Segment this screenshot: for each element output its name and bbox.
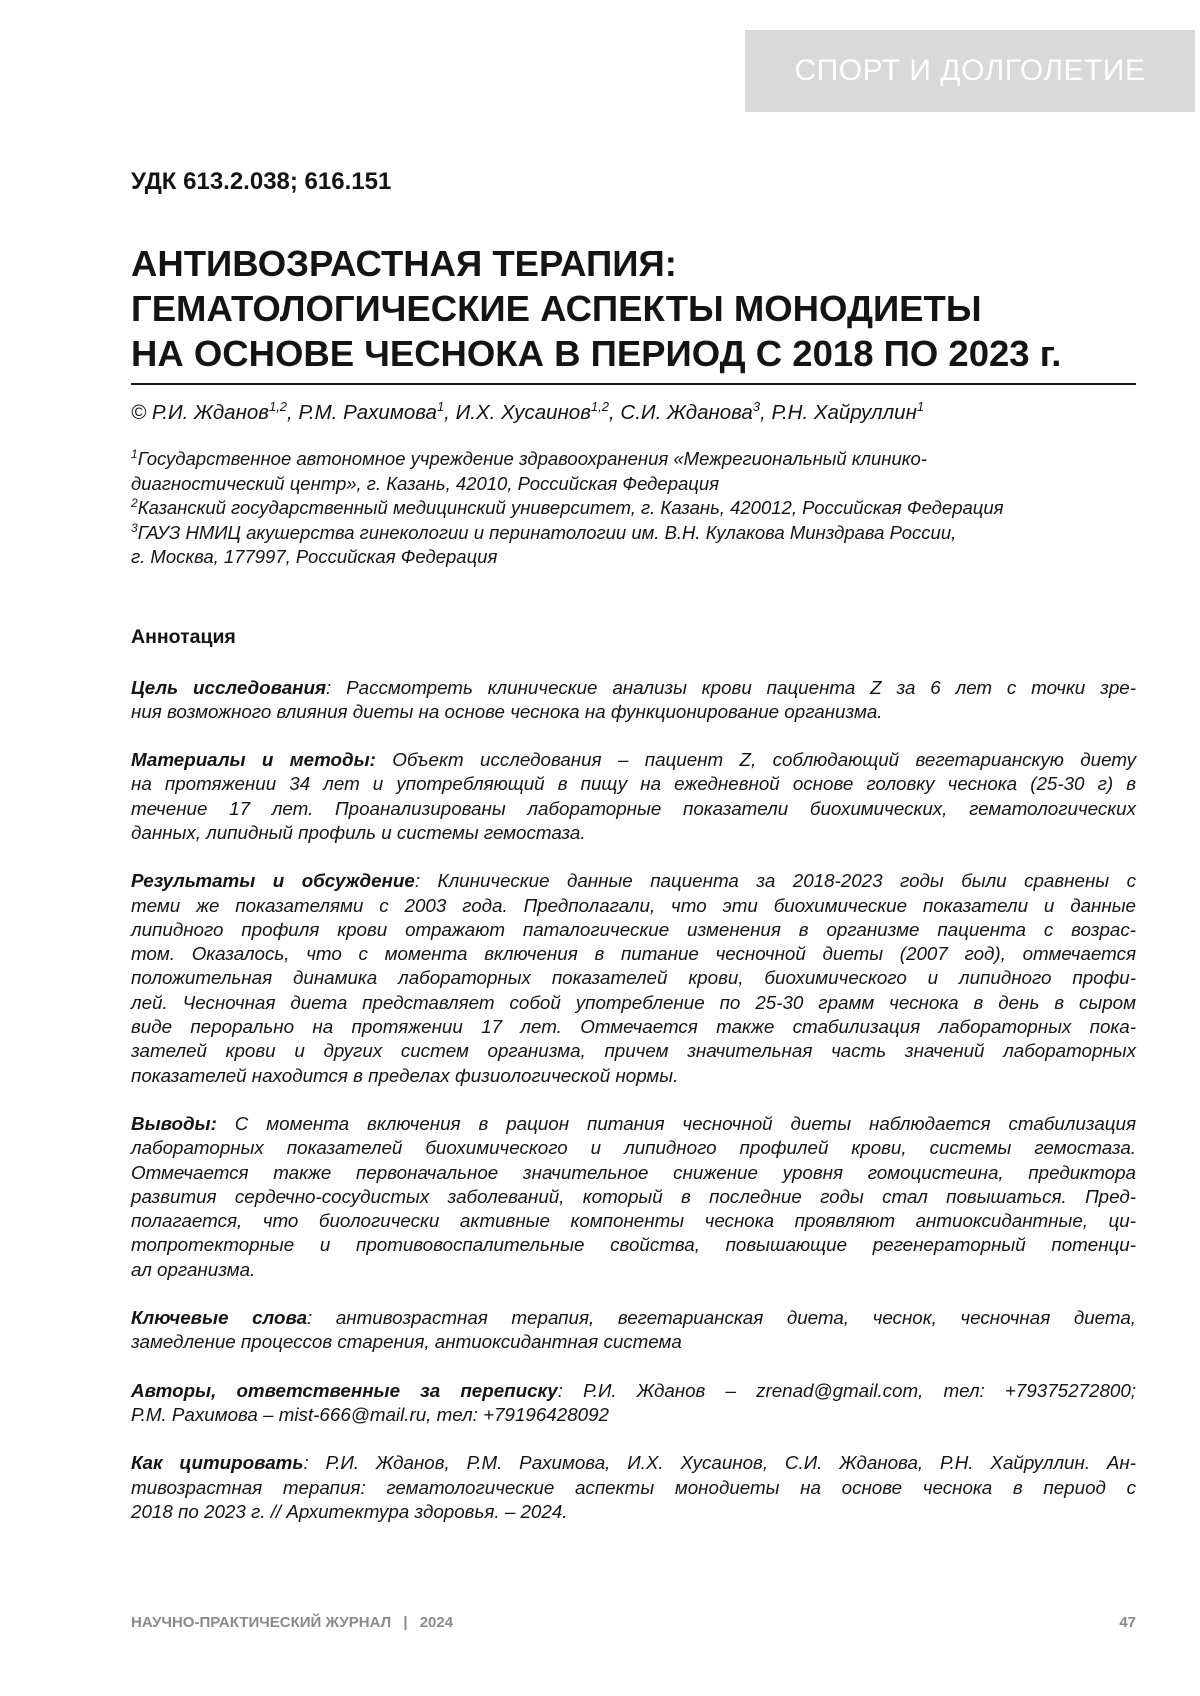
affiliation-number: 2 bbox=[131, 496, 138, 510]
abstract-heading: Аннотация bbox=[131, 626, 1136, 650]
paragraph-line: данных, липидный профиль и системы гемостаза. bbox=[131, 821, 1136, 845]
paragraph-line: тивозрастная терапия: гематологические аспекты монодиеты на основе чеснока в период с bbox=[131, 1476, 1136, 1500]
author-affiliation-mark: 1,2 bbox=[269, 399, 287, 414]
abstract-aim bbox=[131, 676, 1136, 725]
title-line: НА ОСНОВЕ ЧЕСНОКА В ПЕРИОД С 2018 ПО 2023 г. bbox=[131, 331, 1136, 376]
section-title: СПОРТ И ДОЛГОЛЕТИЕ bbox=[795, 54, 1146, 88]
article bbox=[131, 168, 1136, 1524]
section-label: Как цитировать bbox=[131, 1452, 304, 1473]
paragraph-line: липидного профиля крови отражают паталогические изменения в организме пациента с возрас- bbox=[131, 918, 1136, 942]
author-affiliation-mark: 1,2 bbox=[591, 399, 609, 414]
author-name: Р.М. Рахимова bbox=[298, 401, 436, 424]
paragraph-line: Цель исследования: Рассмотреть клинические анализы крови пациента Z за 6 лет с точки зре- bbox=[131, 676, 1136, 700]
paragraph-line: Р.М. Рахимова – mist-666@mail.ru, тел: +79196428092 bbox=[131, 1403, 1136, 1427]
affiliation-line bbox=[131, 472, 1136, 497]
section-label: Выводы: bbox=[131, 1113, 217, 1134]
affiliation-number: 3 bbox=[131, 520, 138, 534]
affiliation-text: Казанский государственный медицинский университет, г. Казань, 420012, Российская Федерация bbox=[138, 497, 1004, 518]
affiliation-text: г. Москва, 177997, Российская Федерация bbox=[131, 546, 497, 567]
paragraph-line: ал организма. bbox=[131, 1258, 1136, 1282]
section-label: Материалы и методы: bbox=[131, 749, 376, 770]
section-label: Результаты и обсуждение bbox=[131, 870, 415, 891]
paragraph-line: замедление процессов старения, антиоксидантная система bbox=[131, 1330, 1136, 1354]
paragraph-line: том. Оказалось, что с момента включения в питание чесночной диеты (2007 год), отмечается bbox=[131, 942, 1136, 966]
author-affiliation-mark: 1 bbox=[917, 399, 924, 414]
correspondence-authors bbox=[131, 1379, 1136, 1428]
paragraph-line: лей. Чесночная диета представляет собой употребление по 25-30 грамм чеснока в день в сыром bbox=[131, 991, 1136, 1015]
paragraph-line: течение 17 лет. Проанализированы лабораторные показатели биохимических, гематологических bbox=[131, 797, 1136, 821]
section-banner bbox=[745, 30, 1195, 112]
footer-journal-info bbox=[131, 1614, 453, 1631]
paragraph-line: положительная динамика лабораторных показателей крови, биохимического и липидного профи- bbox=[131, 966, 1136, 990]
udk-code: УДК 613.2.038; 616.151 bbox=[131, 168, 1136, 196]
paragraph-line: развития сердечно-сосудистых заболеваний, который в последние годы стал повышаться. Пред- bbox=[131, 1185, 1136, 1209]
abstract-keywords bbox=[131, 1306, 1136, 1355]
paragraph-line: Отмечается также первоначальное значительное снижение уровня гомоцистеина, предиктора bbox=[131, 1161, 1136, 1185]
journal-year: 2024 bbox=[420, 1614, 453, 1631]
affiliation-line bbox=[131, 545, 1136, 570]
footer-separator: | bbox=[395, 1614, 415, 1631]
section-label: Цель исследования bbox=[131, 677, 326, 698]
abstract-methods bbox=[131, 748, 1136, 845]
affiliation-number: 1 bbox=[131, 447, 138, 461]
affiliation-line bbox=[131, 447, 1136, 472]
title-line: АНТИВОЗРАСТНАЯ ТЕРАПИЯ: bbox=[131, 241, 1136, 286]
paragraph-line: виде перорально на протяжении 17 лет. Отмечается также стабилизация лабораторных пока- bbox=[131, 1015, 1136, 1039]
title-divider bbox=[131, 383, 1136, 385]
page-footer bbox=[131, 1614, 1136, 1631]
affiliation-text: Государственное автономное учреждение здравоохранения «Межрегиональный клинико- bbox=[138, 448, 927, 469]
author-name: И.Х. Хусаинов bbox=[456, 401, 591, 424]
citation bbox=[131, 1451, 1136, 1524]
affiliation-list bbox=[131, 447, 1136, 570]
paragraph-line: топротекторные и противовоспалительные свойства, повышающие регенераторный потенци- bbox=[131, 1233, 1136, 1257]
author-name: Р.И. Жданов bbox=[152, 401, 269, 424]
author-affiliation-mark: 1 bbox=[437, 399, 444, 414]
affiliation-text: диагностический центр», г. Казань, 42010, Российская Федерация bbox=[131, 473, 719, 494]
paragraph-line: на протяжении 34 лет и употребляющий в пищу на ежедневной основе головку чеснока (25-30 г) в bbox=[131, 772, 1136, 796]
section-label: Авторы, ответственные за переписку bbox=[131, 1380, 558, 1401]
paragraph-line: Результаты и обсуждение: Клинические данные пациента за 2018-2023 годы были сравнены с bbox=[131, 869, 1136, 893]
section-label: Ключевые слова bbox=[131, 1307, 307, 1328]
abstract-results bbox=[131, 869, 1136, 1088]
journal-name: НАУЧНО-ПРАКТИЧЕСКИЙ ЖУРНАЛ bbox=[131, 1614, 391, 1631]
paragraph-line: лабораторных показателей биохимического и липидного профилей крови, системы гемостаза. bbox=[131, 1136, 1136, 1160]
article-title bbox=[131, 241, 1136, 376]
paragraph-line: ния возможного влияния диеты на основе чеснока на функционирование организма. bbox=[131, 700, 1136, 724]
paragraph-line: полагается, что биологически активные компоненты чеснока проявляют антиоксидантные, ци- bbox=[131, 1209, 1136, 1233]
copyright-sign: © bbox=[131, 401, 146, 424]
paragraph-line: Как цитировать: Р.И. Жданов, Р.М. Рахимова, И.Х. Хусаинов, С.И. Жданова, Р.Н. Хайруллин. Ан- bbox=[131, 1451, 1136, 1475]
affiliation-text: ГАУЗ НМИЦ акушерства гинекологии и перинатологии им. В.Н. Кулакова Минздрава России, bbox=[138, 522, 957, 543]
page-number: 47 bbox=[1119, 1614, 1136, 1631]
author-list: © Р.И. Жданов1,2, Р.М. Рахимова1, И.Х. Хусаинов1,2, С.И. Жданова3, Р.Н. Хайруллин1 bbox=[131, 399, 1136, 427]
affiliation-line bbox=[131, 521, 1136, 546]
paragraph-line: Материалы и методы: Объект исследования – пациент Z, соблюдающий вегетарианскую диету bbox=[131, 748, 1136, 772]
paragraph-line: Выводы: С момента включения в рацион питания чесночной диеты наблюдается стабилизация bbox=[131, 1112, 1136, 1136]
author-name: Р.Н. Хайруллин bbox=[771, 401, 916, 424]
affiliation-line bbox=[131, 496, 1136, 521]
title-line: ГЕМАТОЛОГИЧЕСКИЕ АСПЕКТЫ МОНОДИЕТЫ bbox=[131, 286, 1136, 331]
paragraph-line: Ключевые слова: антивозрастная терапия, вегетарианская диета, чеснок, чесночная диета, bbox=[131, 1306, 1136, 1330]
abstract-conclusions bbox=[131, 1112, 1136, 1282]
paragraph-line: 2018 по 2023 г. // Архитектура здоровья. – 2024. bbox=[131, 1500, 1136, 1524]
paragraph-line: показателей находится в пределах физиологической нормы. bbox=[131, 1064, 1136, 1088]
author-name: С.И. Жданова bbox=[620, 401, 752, 424]
author-affiliation-mark: 3 bbox=[753, 399, 760, 414]
paragraph-line: зателей крови и других систем организма, причем значительная часть значений лабораторных bbox=[131, 1039, 1136, 1063]
paragraph-line: Авторы, ответственные за переписку: Р.И. Жданов – zrenad@gmail.com, тел: +79375272800; bbox=[131, 1379, 1136, 1403]
paragraph-line: теми же показателями с 2003 года. Предполагали, что эти биохимические показатели и данные bbox=[131, 894, 1136, 918]
